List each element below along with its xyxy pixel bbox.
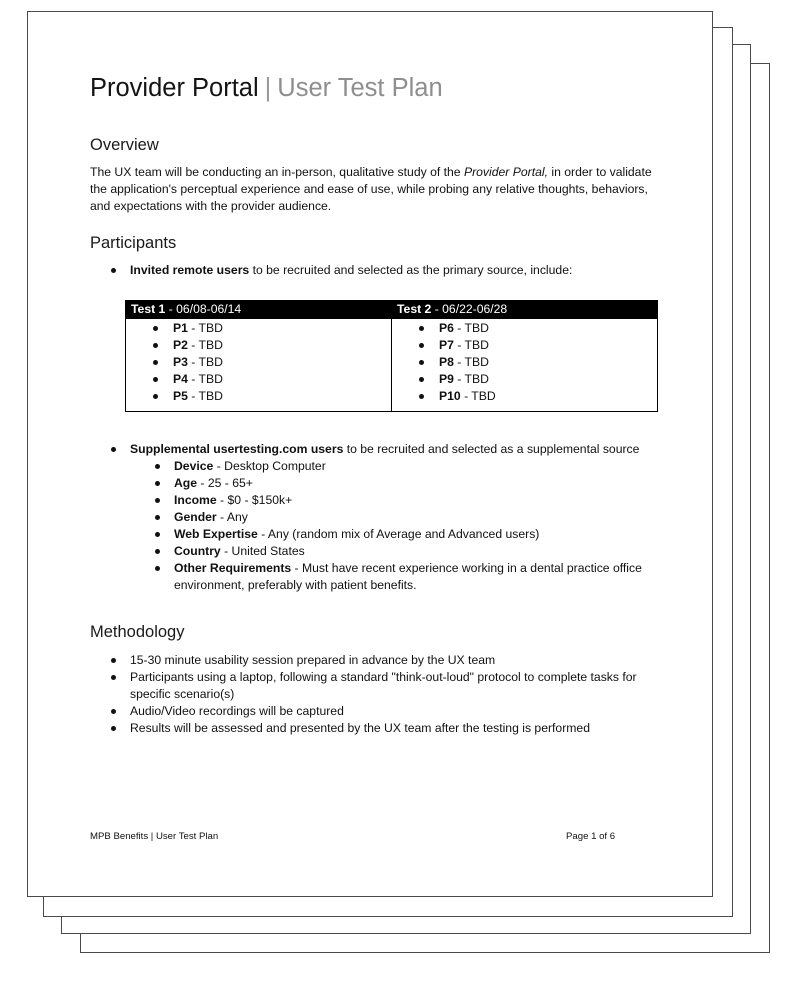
overview-text-after: in order to validate the application's perceptual experience and ease of use, while probing any relative thoughts, behaviors, and expectations with the provider audience.	[90, 165, 652, 213]
footer-page-number: Page 1 of 6	[566, 831, 616, 842]
participant-id: P1	[173, 321, 188, 335]
criteria-value: - Desktop Computer	[213, 459, 326, 473]
criteria-value: - 25 - 65+	[197, 476, 253, 490]
participant-status: - TBD	[453, 321, 489, 335]
table-row	[126, 319, 658, 412]
participant-id: P10	[439, 389, 461, 403]
participant-id: P8	[439, 355, 454, 369]
list-item: 15-30 minute usability session prepared in advance by the UX team	[90, 652, 650, 669]
overview-text-italic: Provider Portal,	[463, 165, 548, 179]
title-main: Provider Portal	[90, 74, 259, 102]
criteria-key: Country	[174, 544, 221, 558]
criteria-key: Gender	[174, 510, 217, 524]
test-2-participant-list	[392, 320, 657, 405]
criteria-key: Web Expertise	[174, 527, 258, 541]
participant-status: - TBD	[453, 338, 489, 352]
criteria-key: Age	[174, 476, 198, 490]
overview-paragraph	[90, 164, 670, 215]
list-item	[392, 337, 657, 354]
test-2-header	[392, 301, 658, 319]
footer-document-name: MPB Benefits | User Test Plan	[90, 831, 219, 842]
list-item: Audio/Video recordings will be captured	[90, 703, 650, 720]
participants-list	[90, 262, 670, 279]
criteria-value: - Must have recent experience working in a dental practice office environment, preferably with patient benefits.	[174, 561, 642, 592]
list-item-invited-users	[90, 262, 670, 279]
participant-id: P3	[173, 355, 188, 369]
list-item-supplemental-users	[90, 441, 670, 458]
overview-text-before: The UX team will be conducting an in-person, qualitative study of the	[90, 165, 464, 179]
test-schedule-table	[125, 300, 658, 412]
document-page	[27, 11, 713, 897]
criteria-value: - Any (random mix of Average and Advanced users)	[257, 527, 540, 541]
participant-id: P9	[439, 372, 454, 386]
list-item	[392, 388, 657, 405]
participant-status: - TBD	[453, 372, 489, 386]
test-1-participants-cell	[126, 319, 392, 412]
list-item	[126, 337, 391, 354]
criteria-item-income	[90, 492, 670, 509]
list-item: Results will be assessed and presented by the UX team after the testing is performed	[90, 720, 650, 737]
criteria-key: Device	[174, 459, 214, 473]
criteria-item-country	[90, 543, 670, 560]
list-item	[392, 354, 657, 371]
criteria-item-gender	[90, 509, 670, 526]
participant-status: - TBD	[187, 355, 223, 369]
test-1-dates: - 06/08-06/14	[165, 302, 242, 316]
criteria-item-device	[90, 458, 670, 475]
participant-status: - TBD	[187, 321, 223, 335]
test-2-dates: - 06/22-06/28	[431, 302, 508, 316]
test-1-label: Test 1	[131, 302, 166, 316]
participant-id: P2	[173, 338, 188, 352]
criteria-key: Income	[174, 493, 217, 507]
supplemental-list	[90, 441, 670, 594]
list-item	[126, 371, 391, 388]
list-item	[392, 371, 657, 388]
document-title	[90, 74, 443, 103]
test-1-participant-list	[126, 320, 391, 405]
participant-status: - TBD	[187, 389, 223, 403]
list-item	[392, 320, 657, 337]
list-item: Participants using a laptop, following a standard "think-out-loud" protocol to complete tasks for specific scenario(s)	[90, 669, 650, 703]
invited-users-bold: Invited remote users	[130, 263, 250, 277]
supplemental-users-text: to be recruited and selected as a supplemental source	[343, 442, 640, 456]
participant-id: P5	[173, 389, 188, 403]
overview-heading: Overview	[90, 136, 159, 154]
participant-id: P6	[439, 321, 454, 335]
methodology-list	[90, 652, 650, 737]
list-item	[126, 320, 391, 337]
criteria-value: - Any	[216, 510, 248, 524]
criteria-item-age	[90, 475, 670, 492]
supplemental-users-bold: Supplemental usertesting.com users	[130, 442, 344, 456]
participant-status: - TBD	[453, 355, 489, 369]
criteria-value: - United States	[220, 544, 305, 558]
criteria-item-web-expertise	[90, 526, 670, 543]
criteria-value: - $0 - $150k+	[216, 493, 293, 507]
test-2-participants-cell	[392, 319, 658, 412]
table-header-row	[126, 301, 658, 319]
criteria-key: Other Requirements	[174, 561, 292, 575]
participant-status: - TBD	[187, 338, 223, 352]
title-subtitle: User Test Plan	[277, 74, 443, 102]
participants-heading: Participants	[90, 234, 177, 252]
methodology-heading: Methodology	[90, 623, 185, 641]
invited-users-text: to be recruited and selected as the primary source, include:	[249, 263, 573, 277]
criteria-item-other-requirements	[90, 560, 670, 594]
participant-id: P4	[173, 372, 188, 386]
list-item	[126, 388, 391, 405]
participant-id: P7	[439, 338, 454, 352]
test-1-header	[126, 301, 392, 319]
test-2-label: Test 2	[397, 302, 432, 316]
title-separator: |	[264, 74, 272, 102]
participant-status: - TBD	[460, 389, 496, 403]
participant-status: - TBD	[187, 372, 223, 386]
list-item	[126, 354, 391, 371]
